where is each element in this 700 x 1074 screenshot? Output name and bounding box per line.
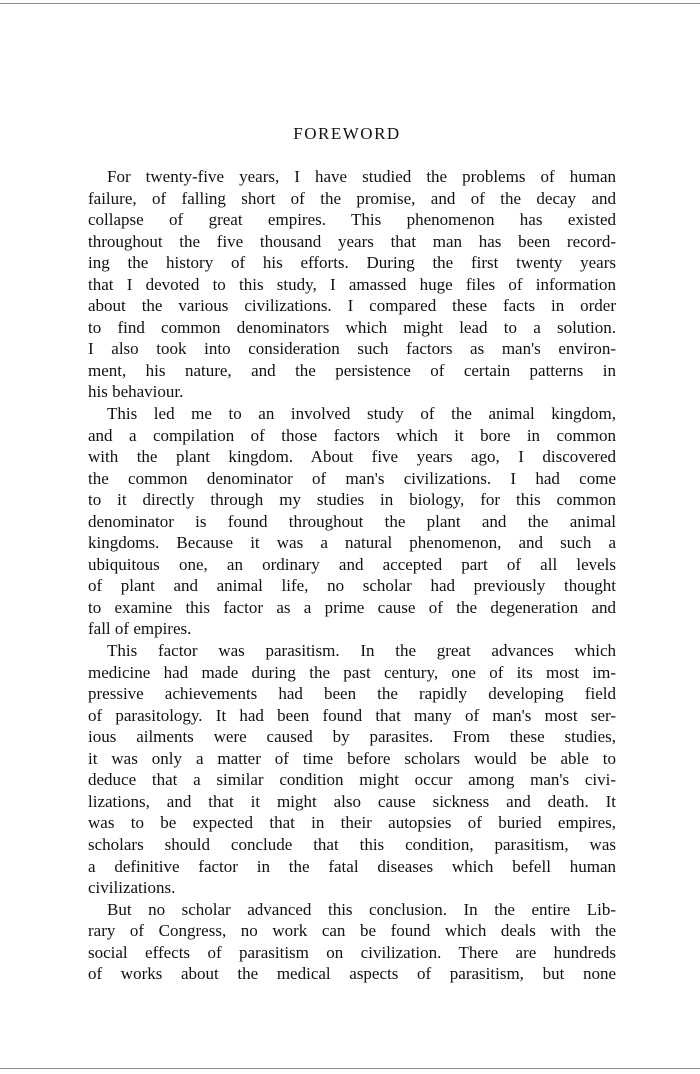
text-line: of works about the medical aspects of parasitism, but none <box>88 964 616 984</box>
text-line: ment, his nature, and the persistence of certain patterns in <box>88 360 616 380</box>
paragraph-2 <box>88 403 616 640</box>
text-line: ubiquitous one, an ordinary and accepted part of all levels <box>88 554 616 574</box>
text-line: pressive achievements had been the rapidly developing field <box>88 684 616 704</box>
text-line: I also took into consideration such factors as man's environ- <box>88 339 616 359</box>
text-line: his behaviour. <box>88 382 184 402</box>
text-line: rary of Congress, no work can be found which deals with the <box>88 921 616 941</box>
text-line: ious ailments were caused by parasites. From these studies, <box>88 727 616 747</box>
paragraph-1 <box>88 166 616 403</box>
paragraph-4 <box>88 899 616 985</box>
text-line: lizations, and that it might also cause sickness and death. It <box>88 791 616 811</box>
text-line: that I devoted to this study, I amassed huge files of information <box>88 274 616 294</box>
text-line: For twenty-five years, I have studied the problems of human <box>107 167 616 186</box>
text-line: But no scholar advanced this conclusion. In the entire Lib- <box>107 899 616 919</box>
text-line: fall of empires. <box>88 619 192 639</box>
text-line: civilizations. <box>88 878 176 898</box>
text-line: denominator is found throughout the plant and the animal <box>88 511 616 531</box>
page-heading: FOREWORD <box>293 124 401 143</box>
text-line: and a compilation of those factors which it bore in common <box>88 425 616 445</box>
text-line: of parasitology. It had been found that many of man's most ser- <box>88 705 616 725</box>
text-line: to find common denominators which might lead to a solution. <box>88 317 616 337</box>
text-line: to it directly through my studies in biology, for this common <box>88 490 616 510</box>
text-line: social effects of parasitism on civilization. There are hundreds <box>88 942 616 962</box>
text-line: the common denominator of man's civilizations. I had come <box>88 468 616 488</box>
paragraph-3 <box>88 640 616 899</box>
text-line: kingdoms. Because it was a natural phenomenon, and such a <box>88 533 616 553</box>
text-line: medicine had made during the past century, one of its most im- <box>88 662 616 682</box>
text-line: collapse of great empires. This phenomenon has existed <box>88 210 616 230</box>
text-line: ing the history of his efforts. During the first twenty years <box>88 253 616 273</box>
text-line: to examine this factor as a prime cause of the degeneration and <box>88 597 616 617</box>
foreword-body <box>88 166 616 985</box>
text-line: about the various civilizations. I compared these facts in order <box>88 296 616 316</box>
text-line: This factor was parasitism. In the great advances which <box>107 641 616 661</box>
text-line: of plant and animal life, no scholar had previously thought <box>88 576 616 596</box>
text-line: This led me to an involved study of the animal kingdom, <box>107 404 616 424</box>
text-line: it was only a matter of time before scholars would be able to <box>88 748 616 768</box>
text-line: was to be expected that in their autopsies of buried empires, <box>88 813 616 833</box>
text-line: scholars should conclude that this condition, parasitism, was <box>88 834 616 854</box>
text-line: with the plant kingdom. About five years ago, I discovered <box>88 447 616 467</box>
bottom-border-rule <box>0 1068 700 1069</box>
text-line: failure, of falling short of the promise, and of the decay and <box>88 188 616 208</box>
text-line: deduce that a similar condition might occur among man's civi- <box>88 770 616 790</box>
text-line: a definitive factor in the fatal diseases which befell human <box>88 856 616 876</box>
text-line: throughout the five thousand years that man has been record- <box>88 231 616 251</box>
top-border-rule <box>0 3 700 4</box>
